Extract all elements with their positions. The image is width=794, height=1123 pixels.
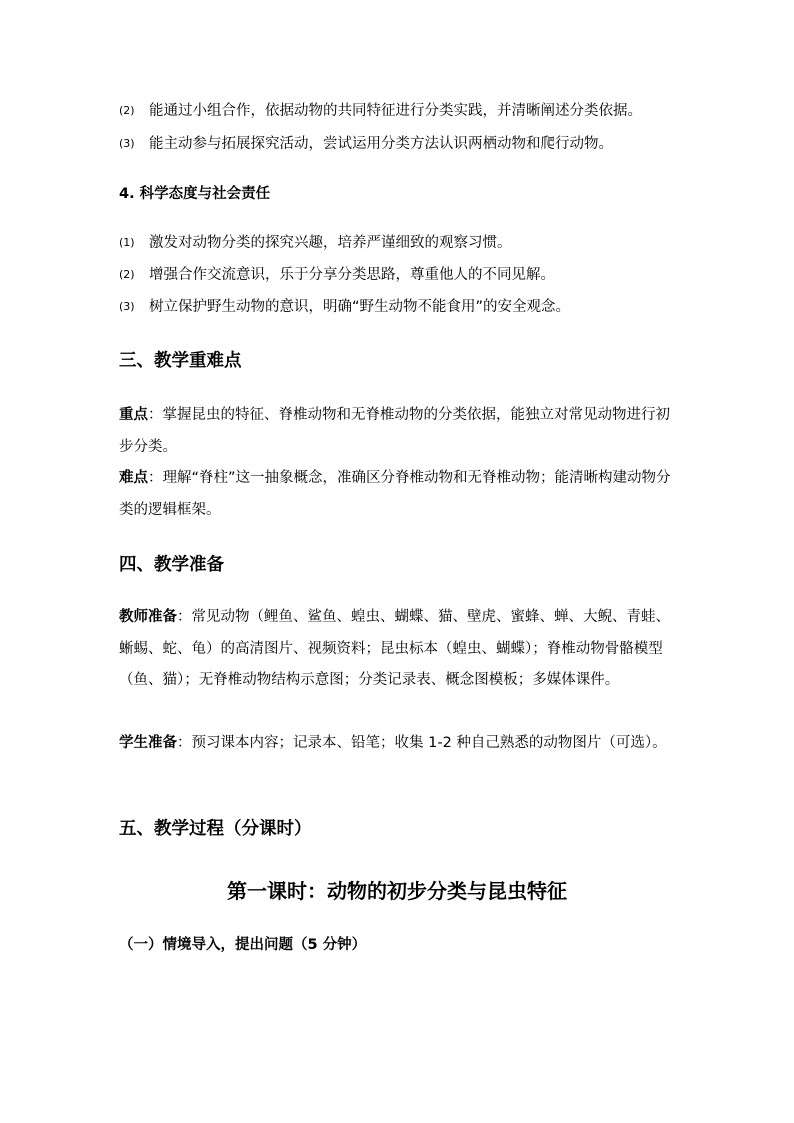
list-text: 能主动参与拓展探究活动，尝试运用分类方法认识两栖动物和爬行动物。	[149, 136, 613, 152]
heading-key-difficult-points: 三、教学重难点	[119, 351, 242, 371]
list-text: 激发对动物分类的探究兴趣，培养严谨细致的观察习惯。	[149, 235, 512, 251]
step-one-heading: （一）情境导入，提出问题（5 分钟）	[119, 937, 367, 953]
teacher-prep-paragraph	[119, 602, 679, 697]
heading-teaching-preparation: 四、教学准备	[119, 555, 224, 575]
attitude-goal-1	[119, 233, 512, 253]
heading-teaching-process: 五、教学过程（分课时）	[119, 819, 312, 839]
list-text: 能通过小组合作，依据动物的共同特征进行分类实践，并清晰阐述分类依据。	[149, 103, 642, 119]
key-point-text: ：掌握昆虫的特征、脊椎动物和无脊椎动物的分类依据，能独立对常见动物进行初步分类。	[119, 407, 670, 455]
lesson-one-title: 第一课时：动物的初步分类与昆虫特征	[227, 879, 567, 903]
difficult-point-text: ：理解“脊柱”这一抽象概念，准确区分脊椎动物和无脊椎动物；能清晰构建动物分类的逻辑框架。	[119, 470, 671, 518]
list-text: 树立保护野生动物的意识，明确“野生动物不能食用”的安全观念。	[149, 299, 571, 315]
student-prep-paragraph	[119, 728, 679, 760]
list-number: (3)	[119, 137, 135, 150]
student-prep-label: 学生准备	[119, 735, 177, 751]
list-number: (3)	[119, 300, 135, 313]
skill-goal-3	[119, 134, 613, 154]
teacher-prep-label: 教师准备	[119, 609, 177, 625]
attitude-goal-2	[119, 265, 555, 285]
key-point-label: 重点	[119, 407, 148, 423]
teacher-prep-text: ：常见动物（鲤鱼、鲨鱼、蝗虫、蝴蝶、猫、壁虎、蜜蜂、蝉、大鲵、青蛙、蜥蜴、蛇、龟）的高清图片、视频资料；昆虫标本（蝗虫、蝴蝶）；脊椎动物骨骼模型（鱼、猫）；无脊椎动物结构示意图；分类记录表、概念图模板；多媒体课件。	[119, 609, 670, 688]
student-prep-text: ：预习课本内容；记录本、铅笔；收集 1-2 种自己熟悉的动物图片（可选）。	[177, 735, 667, 751]
difficult-point-paragraph	[119, 463, 679, 526]
list-number: (2)	[119, 268, 135, 281]
list-number: (2)	[119, 104, 135, 117]
difficult-point-label: 难点	[119, 470, 148, 486]
skill-goal-2	[119, 101, 642, 121]
list-text: 增强合作交流意识，乐于分享分类思路，尊重他人的不同见解。	[149, 267, 555, 283]
list-number: (1)	[119, 236, 135, 249]
key-point-paragraph	[119, 400, 679, 463]
attitude-goal-3	[119, 297, 570, 317]
section-4-heading: 4. 科学态度与社会责任	[119, 186, 271, 202]
